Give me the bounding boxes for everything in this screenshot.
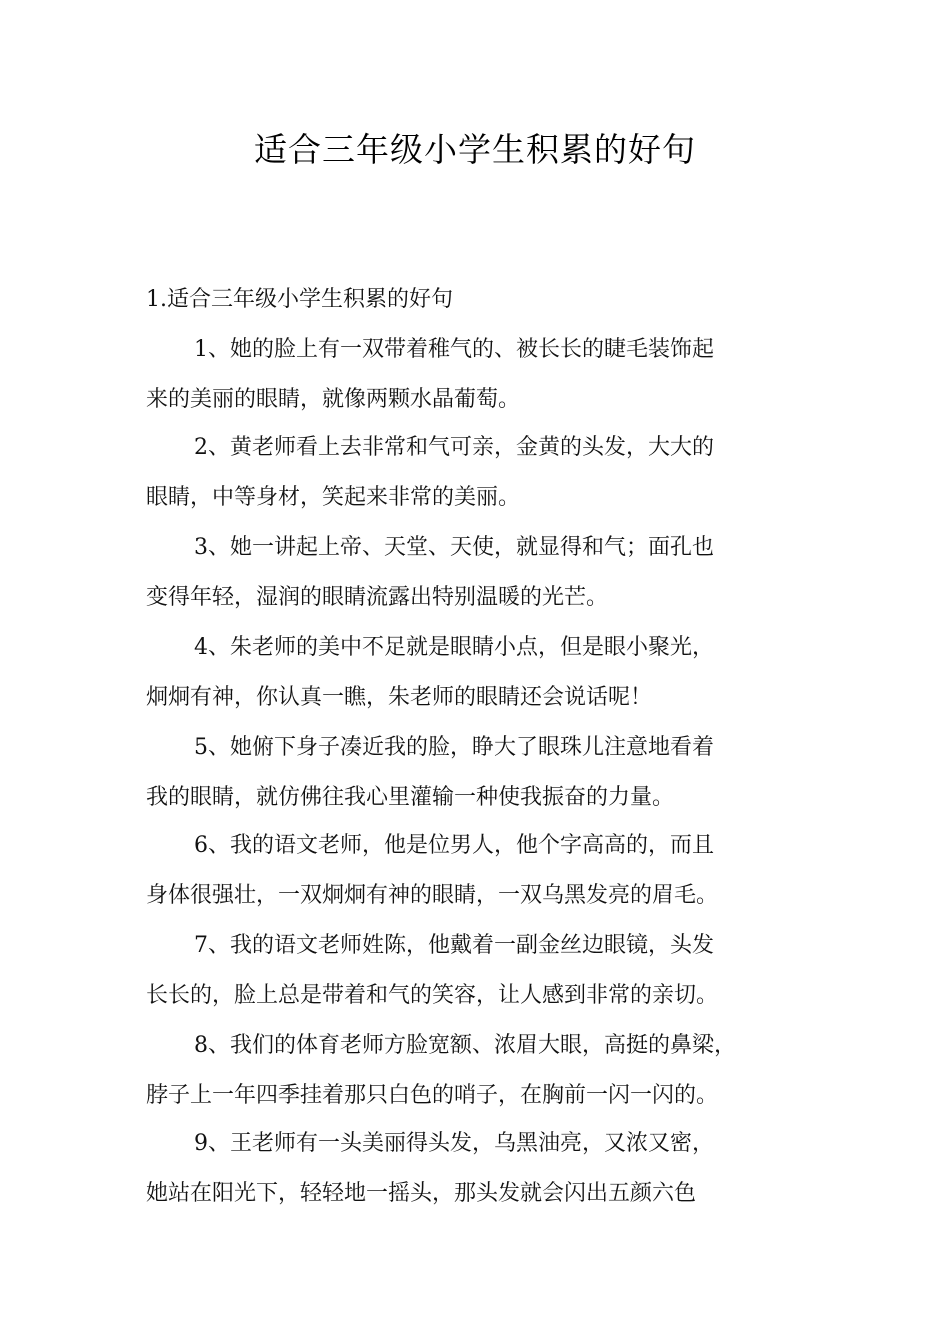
paragraph-1-line-1: 1、她的脸上有一双带着稚气的、被长长的睫毛装饰起	[194, 337, 714, 362]
paragraph-7-line-2: 长长的，脸上总是带着和气的笑容，让人感到非常的亲切。	[146, 983, 719, 1008]
paragraph-8-line-1: 8、我们的体育老师方脸宽额、浓眉大眼，高挺的鼻梁，	[194, 1033, 736, 1058]
paragraph-3-line-1: 3、她一讲起上帝、天堂、天使，就显得和气；面孔也	[194, 535, 714, 560]
paragraph-2-line-1: 2、黄老师看上去非常和气可亲，金黄的头发，大大的	[194, 435, 714, 460]
paragraph-8-line-2: 脖子上一年四季挂着那只白色的哨子，在胸前一闪一闪的。	[146, 1083, 719, 1108]
paragraph-3-line-2: 变得年轻，湿润的眼睛流露出特别温暖的光芒。	[146, 585, 609, 610]
paragraph-5-line-2: 我的眼睛，就仿佛往我心里灌输一种使我振奋的力量。	[146, 785, 675, 810]
paragraph-6-line-2: 身体很强壮，一双炯炯有神的眼睛，一双乌黑发亮的眉毛。	[146, 883, 719, 908]
paragraph-9-line-1: 9、王老师有一头美丽得头发，乌黑油亮，又浓又密，	[194, 1131, 714, 1156]
paragraph-2-line-2: 眼睛，中等身材，笑起来非常的美丽。	[146, 485, 521, 510]
paragraph-1-line-2: 来的美丽的眼睛，就像两颗水晶葡萄。	[146, 387, 521, 412]
paragraph-6-line-1: 6、我的语文老师，他是位男人，他个字高高的，而且	[194, 833, 714, 858]
paragraph-4-line-2: 炯炯有神，你认真一瞧，朱老师的眼睛还会说话呢！	[146, 685, 653, 710]
section-heading: 1.适合三年级小学生积累的好句	[146, 287, 453, 312]
paragraph-5-line-1: 5、她俯下身子凑近我的脸，睁大了眼珠儿注意地看着	[194, 735, 714, 760]
paragraph-9-line-2: 她站在阳光下，轻轻地一摇头，那头发就会闪出五颜六色	[146, 1181, 697, 1206]
document-title: 适合三年级小学生积累的好句	[254, 130, 696, 169]
paragraph-4-line-1: 4、朱老师的美中不足就是眼睛小点，但是眼小聚光，	[194, 635, 714, 660]
paragraph-7-line-1: 7、我的语文老师姓陈，他戴着一副金丝边眼镜，头发	[194, 933, 714, 958]
